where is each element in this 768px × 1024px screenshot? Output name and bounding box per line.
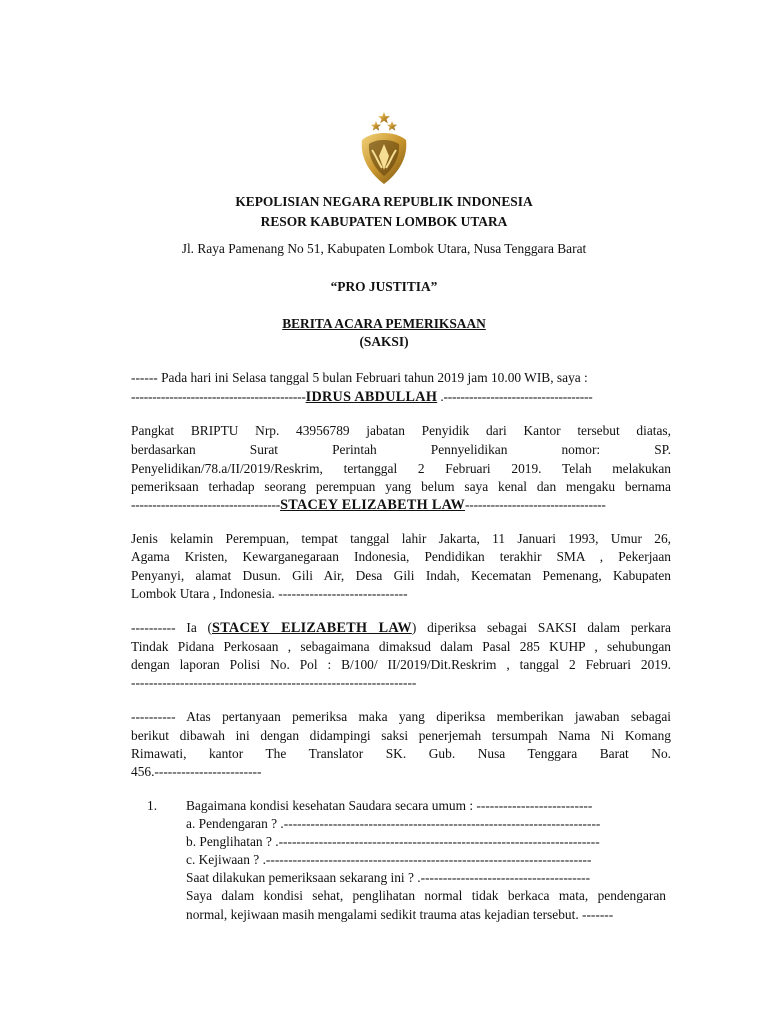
paragraph-line: Jenis kelamin Perempuan, tempat tanggal lahir Jakarta, 11 Januari 1993, Umur 26, bbox=[131, 531, 671, 546]
paragraph-line: berikut dibawah ini dengan didampingi saksi penerjemah tersumpah Nama Ni Komang bbox=[131, 728, 671, 743]
document-subtitle: (SAKSI) bbox=[359, 334, 409, 349]
motto: “PRO JUSTITIA” bbox=[330, 279, 438, 294]
question-subitem: a. Pendengaran ? .----------------------------------------------------------------------- bbox=[186, 816, 601, 831]
paragraph-line: 456.------------------------ bbox=[131, 764, 262, 779]
witness-line bbox=[131, 495, 671, 515]
paragraph-line: Tindak Pidana Perkosaan , sebagaimana dimaksud dalam Pasal 285 KUHP , sehubungan bbox=[131, 639, 671, 654]
dash-fill: .----------------------------------- bbox=[437, 389, 593, 404]
paragraph-line: Penyanyi, alamat Dusun. Gili Air, Desa Gili Indah, Kecematan Pemenang, Kabupaten bbox=[131, 568, 671, 583]
dash-fill: --------------------------------- bbox=[465, 497, 606, 512]
question-subitem: b. Penglihatan ? .------------------------------------------------------------------------ bbox=[186, 834, 600, 849]
investigator-name: IDRUS ABDULLAH bbox=[305, 389, 438, 405]
answer-text: Saya dalam kondisi sehat, penglihatan normal tidak berkaca mata, pendengaran bbox=[186, 888, 666, 903]
text-suffix: ) diperiksa sebagai SAKSI dalam perkara bbox=[411, 620, 671, 635]
question-text: Bagaimana kondisi kesehatan Saudara secara umum : -------------------------- bbox=[186, 798, 593, 813]
witness-name: STACEY ELIZABETH LAW bbox=[280, 497, 466, 513]
answer-text: normal, kejiwaan masih mengalami sedikit trauma atas kejadian tersebut. ------- bbox=[186, 907, 614, 922]
organization-unit: RESOR KABUPATEN LOMBOK UTARA bbox=[260, 214, 508, 229]
paragraph-line: dengan laporan Polisi No. Pol : B/100/ II/2019/Dit.Reskrim , tanggal 2 Februari 2019. bbox=[131, 657, 671, 672]
question-number: 1. bbox=[147, 798, 158, 813]
question-followup: Saat dilakukan pemeriksaan sekarang ini ? .-------------------------------------- bbox=[186, 870, 591, 885]
investigator-line bbox=[131, 387, 671, 407]
organization-name: KEPOLISIAN NEGARA REPUBLIK INDONESIA bbox=[235, 194, 533, 209]
paragraph-line: ---------- Atas pertanyaan pemeriksa maka yang diperiksa memberikan jawaban sebagai bbox=[131, 709, 671, 724]
paragraph-line: Agama Kristen, Kewarganegaraan Indonesia, Pendidikan terakhir SMA , Pekerjaan bbox=[131, 549, 671, 564]
witness-name: STACEY ELIZABETH LAW bbox=[212, 620, 412, 636]
document-title: BERITA ACARA PEMERIKSAAN bbox=[282, 316, 486, 331]
dash-fill: ----------------------------------------- bbox=[131, 389, 306, 404]
paragraph-line: Rimawati, kantor The Translator SK. Gub. Nusa Tenggara Barat No. bbox=[131, 746, 671, 761]
dash-fill: ----------------------------------- bbox=[131, 497, 281, 512]
paragraph-line: Pangkat BRIPTU Nrp. 43956789 jabatan Penyidik dari Kantor tersebut diatas, bbox=[131, 423, 671, 438]
opening-line: ------ Pada hari ini Selasa tanggal 5 bulan Februari tahun 2019 jam 10.00 WIB, saya : bbox=[131, 370, 588, 385]
dash-line: ---------------------------------------------------------------- bbox=[131, 675, 417, 690]
text-prefix: ---------- Ia ( bbox=[131, 620, 213, 635]
organization-address: Jl. Raya Pamenang No 51, Kabupaten Lombok Utara, Nusa Tenggara Barat bbox=[181, 241, 587, 256]
paragraph-line: Penyelidikan/78.a/II/2019/Reskrim, tertanggal 2 Februari 2019. Telah melakukan bbox=[131, 461, 671, 476]
paragraph-line: berdasarkan Surat Perintah Pennyelidikan nomor: SP. bbox=[131, 442, 671, 457]
paragraph-line: pemeriksaan terhadap seorang perempuan yang belum saya kenal dan mengaku bernama bbox=[131, 479, 671, 494]
police-emblem-icon bbox=[356, 110, 412, 186]
question-subitem: c. Kejiwaan ? .------------------------------------------------------------------------- bbox=[186, 852, 592, 867]
paragraph-line: Lombok Utara , Indonesia. ----------------------------- bbox=[131, 586, 408, 601]
paragraph-line bbox=[131, 618, 671, 638]
